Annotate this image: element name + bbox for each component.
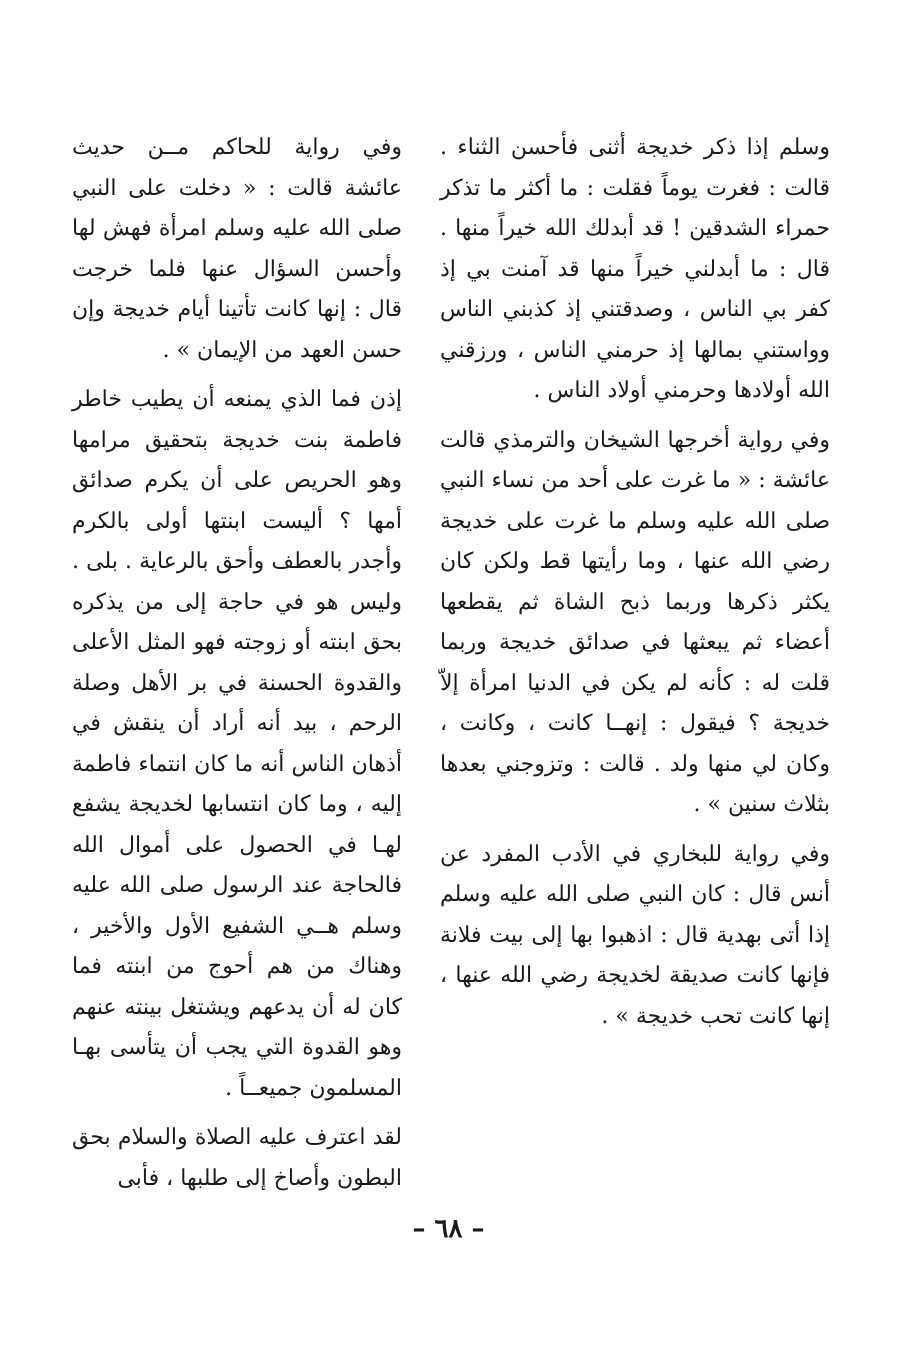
paragraph: وفي رواية للبخاري في الأدب المفرد عن أنس قال : كان النبي صلى الله عليه وسلم إذا أتى بهدية قال : اذهبوا بها إلى بيت فلانة فإنها كانت صديقة لخديجة رضي الله عنها ، إنها كانت تحب خديجة » .: [440, 841, 830, 1029]
paragraph: لقد اعترف عليه الصلاة والسلام بحق البطون وأصاخ إلى طلبها ، فأبى: [72, 1125, 402, 1191]
paragraph: وسلم إذا ذكر خديجة أثنى فأحسن الثناء . قالت : فغرت يوماً فقلت : ما أكثر ما تذكر حمراء الشدقين ! قد أبدلك الله خيراً منها . قال : ما أبدلني خيراً منها قد آمنت بي إذ كفر بي الناس ، وصدقتني إذ كذبني الناس وواستني بمالها إذ حرمني الناس ، ورزقني الله أولادها وحرمني أولاد الناس .: [440, 135, 830, 403]
page-number: – ٦٨ –: [412, 1214, 485, 1244]
paragraph: إذن فما الذي يمنعه أن يطيب خاطر فاطمة بنت خديجة بتحقيق مرامها وهو الحريص على أن يكرم صدائق أمها ؟ أليست ابنتها أولى بالكرم وأجدر بالعطف وأحق بالرعاية . بلى . وليس هو في حاجة إلى من يذكره بحق ابنته أو زوجته فهو المثل الأعلى والقدوة الحسنة في بر الأهل وصلة الرحم ، بيد أنه أراد أن ينقش في أذهان الناس أنه ما كان انتماء فاطمة إليه ، وما كان انتسابها لخديجة يشفع لهـا في الحصول على أموال الله فالحاجة عند الرسول صلى الله عليه وسلم هــي الشفيع الأول والأخير ، وهناك من هم أحوج من ابنته فما كان له أن يدعهم ويشتغل بينته عنهم وهو القدوة التي يجب أن يتأسى بهـا المسلمون جميعــاً .: [72, 387, 402, 1101]
paragraph: وفي رواية أخرجها الشيخان والترمذي قالت عائشة : « ما غرت على أحد من نساء النبي صلى الله عليه وسلم ما غرت على خديجة رضي الله عنها ، وما رأيتها قط ولكن كان يكثر ذكرها وربما ذبح الشاة ثم يقطعها أعضاء ثم يبعثها في صدائق خديجة وربما قلت له : كأنه لم يكن في الدنيا امرأة إلاّ خديجة ؟ فيقول : إنهــا كانت ، وكانت ، وكان لي منها ولد . قالت : وتزوجني بعدها بثلاث سنين » .: [440, 427, 830, 817]
paragraph: وفي رواية للحاكم مــن حديث عائشة قالت : « دخلت على النبي صلى الله عليه وسلم امرأة فهش لها وأحسن السؤال عنها فلما خرجت قال : إنها كانت تأتينا أيام خديجة وإن حسن العهد من الإيمان » .: [72, 135, 402, 363]
right-text-column: [440, 128, 830, 1037]
left-text-column: [72, 128, 402, 1199]
